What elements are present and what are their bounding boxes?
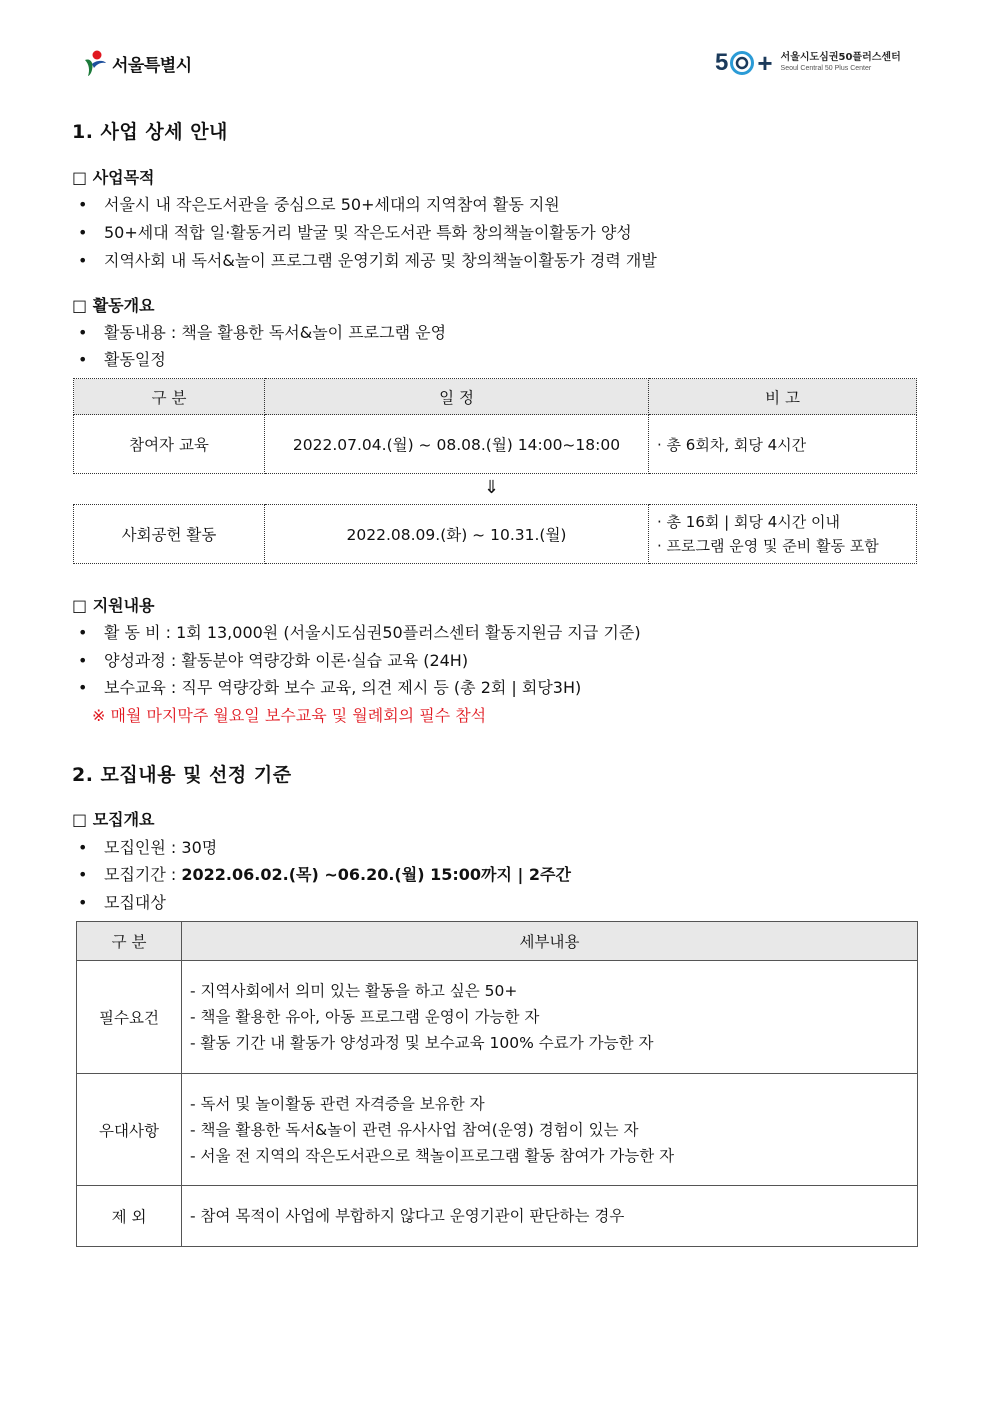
schedule-note: · 총 6회차, 회당 4시간 bbox=[649, 415, 917, 474]
purpose-item: • 지역사회 내 독서&놀이 프로그램 운영기회 제공 및 창의책놀이활동가 경력 개발 bbox=[78, 251, 657, 270]
target-category: 우대사항 bbox=[77, 1074, 182, 1186]
center-logo-plus: + bbox=[757, 47, 773, 78]
recruit-count: • 모집인원 : 30명 bbox=[78, 838, 218, 857]
target-category: 제 외 bbox=[77, 1186, 182, 1247]
recruit-heading: □ 모집개요 bbox=[72, 810, 155, 829]
seoul-logo bbox=[82, 46, 192, 80]
support-item: • 양성과정 : 활동분야 역량강화 이론·실습 교육 (24H) bbox=[78, 651, 469, 670]
center-logo-korean: 서울시도심권50플러스센터 bbox=[780, 52, 901, 63]
target-details: - 독서 및 놀이활동 관련 자격증을 보유한 자 - 책을 활용한 독서&놀이 관련 유사사업 참여(운영) 경험이 있는 자 - 서울 전 지역의 작은도서관으로 책놀이프로그램 활동 참여가 가능한 자 bbox=[182, 1074, 918, 1186]
schedule-category: 참여자 교육 bbox=[74, 415, 265, 474]
purpose-heading: □ 사업목적 bbox=[72, 168, 155, 187]
down-arrow-icon: ⇓ bbox=[484, 477, 500, 498]
purpose-item: • 50+세대 적합 일·활동거리 발굴 및 작은도서관 특화 창의책놀이활동가 양성 bbox=[78, 223, 632, 242]
support-item: • 보수교육 : 직무 역량강화 보수 교육, 의견 제시 등 (총 2회 | 회당3H) bbox=[78, 678, 582, 697]
center-logo: 5 + 서울시도심권50플러스센터 Seoul Central 50 Plus Center bbox=[715, 47, 901, 78]
schedule-header: 일 정 bbox=[265, 379, 649, 415]
target-details: - 지역사회에서 의미 있는 활동을 하고 싶은 50+ - 책을 활용한 유아, 아동 프로그램 운영이 가능한 자 - 활동 기간 내 활동가 양성과정 및 보수교육 100% 수료가 가능한 자 bbox=[182, 961, 918, 1074]
schedule-date: 2022.07.04.(월) ~ 08.08.(월) 14:00~18:00 bbox=[265, 415, 649, 474]
seoul-logo-text: 서울특별시 bbox=[112, 55, 192, 76]
target-details: - 참여 목적이 사업에 부합하지 않다고 운영기관이 판단하는 경우 bbox=[182, 1186, 918, 1247]
seoul-emblem-icon bbox=[82, 48, 108, 78]
purpose-item: • 서울시 내 작은도서관을 중심으로 50+세대의 지역참여 활동 지원 bbox=[78, 195, 560, 214]
target-header: 구 분 bbox=[77, 922, 182, 961]
section1-title: 1. 사업 상세 안내 bbox=[72, 121, 228, 143]
overview-heading: □ 활동개요 bbox=[72, 296, 155, 315]
target-category: 필수요건 bbox=[77, 961, 182, 1074]
recruit-period: • 모집기간 : 2022.06.02.(목) ~06.20.(월) 15:00까지 | 2주간 bbox=[78, 865, 571, 884]
target-header: 세부내용 bbox=[182, 922, 918, 961]
center-logo-english: Seoul Central 50 Plus Center bbox=[780, 65, 872, 72]
support-item: • 활 동 비 : 1회 13,000원 (서울시도심권50플러스센터 활동지원금 지급 기준) bbox=[78, 623, 641, 642]
target-table bbox=[76, 921, 918, 1247]
overview-item: • 활동내용 : 책을 활용한 독서&놀이 프로그램 운영 bbox=[78, 323, 447, 342]
recruit-target: • 모집대상 bbox=[78, 893, 166, 912]
schedule-date: 2022.08.09.(화) ~ 10.31.(월) bbox=[265, 505, 649, 564]
section2-title: 2. 모집내용 및 선정 기준 bbox=[72, 764, 292, 786]
overview-item: • 활동일정 bbox=[78, 350, 166, 369]
schedule-header: 비 고 bbox=[649, 379, 917, 415]
schedule-note: · 총 16회 | 회당 4시간 이내 · 프로그램 운영 및 준비 활동 포함 bbox=[649, 505, 917, 564]
support-heading: □ 지원내용 bbox=[72, 596, 155, 615]
schedule-table-activity bbox=[73, 504, 917, 564]
schedule-category: 사회공헌 활동 bbox=[74, 505, 265, 564]
support-notice: ※ 매월 마지막주 월요일 보수교육 및 월례회의 필수 참석 bbox=[92, 706, 487, 725]
center-ring-icon bbox=[729, 50, 755, 76]
schedule-header: 구 분 bbox=[74, 379, 265, 415]
schedule-table bbox=[73, 378, 917, 474]
